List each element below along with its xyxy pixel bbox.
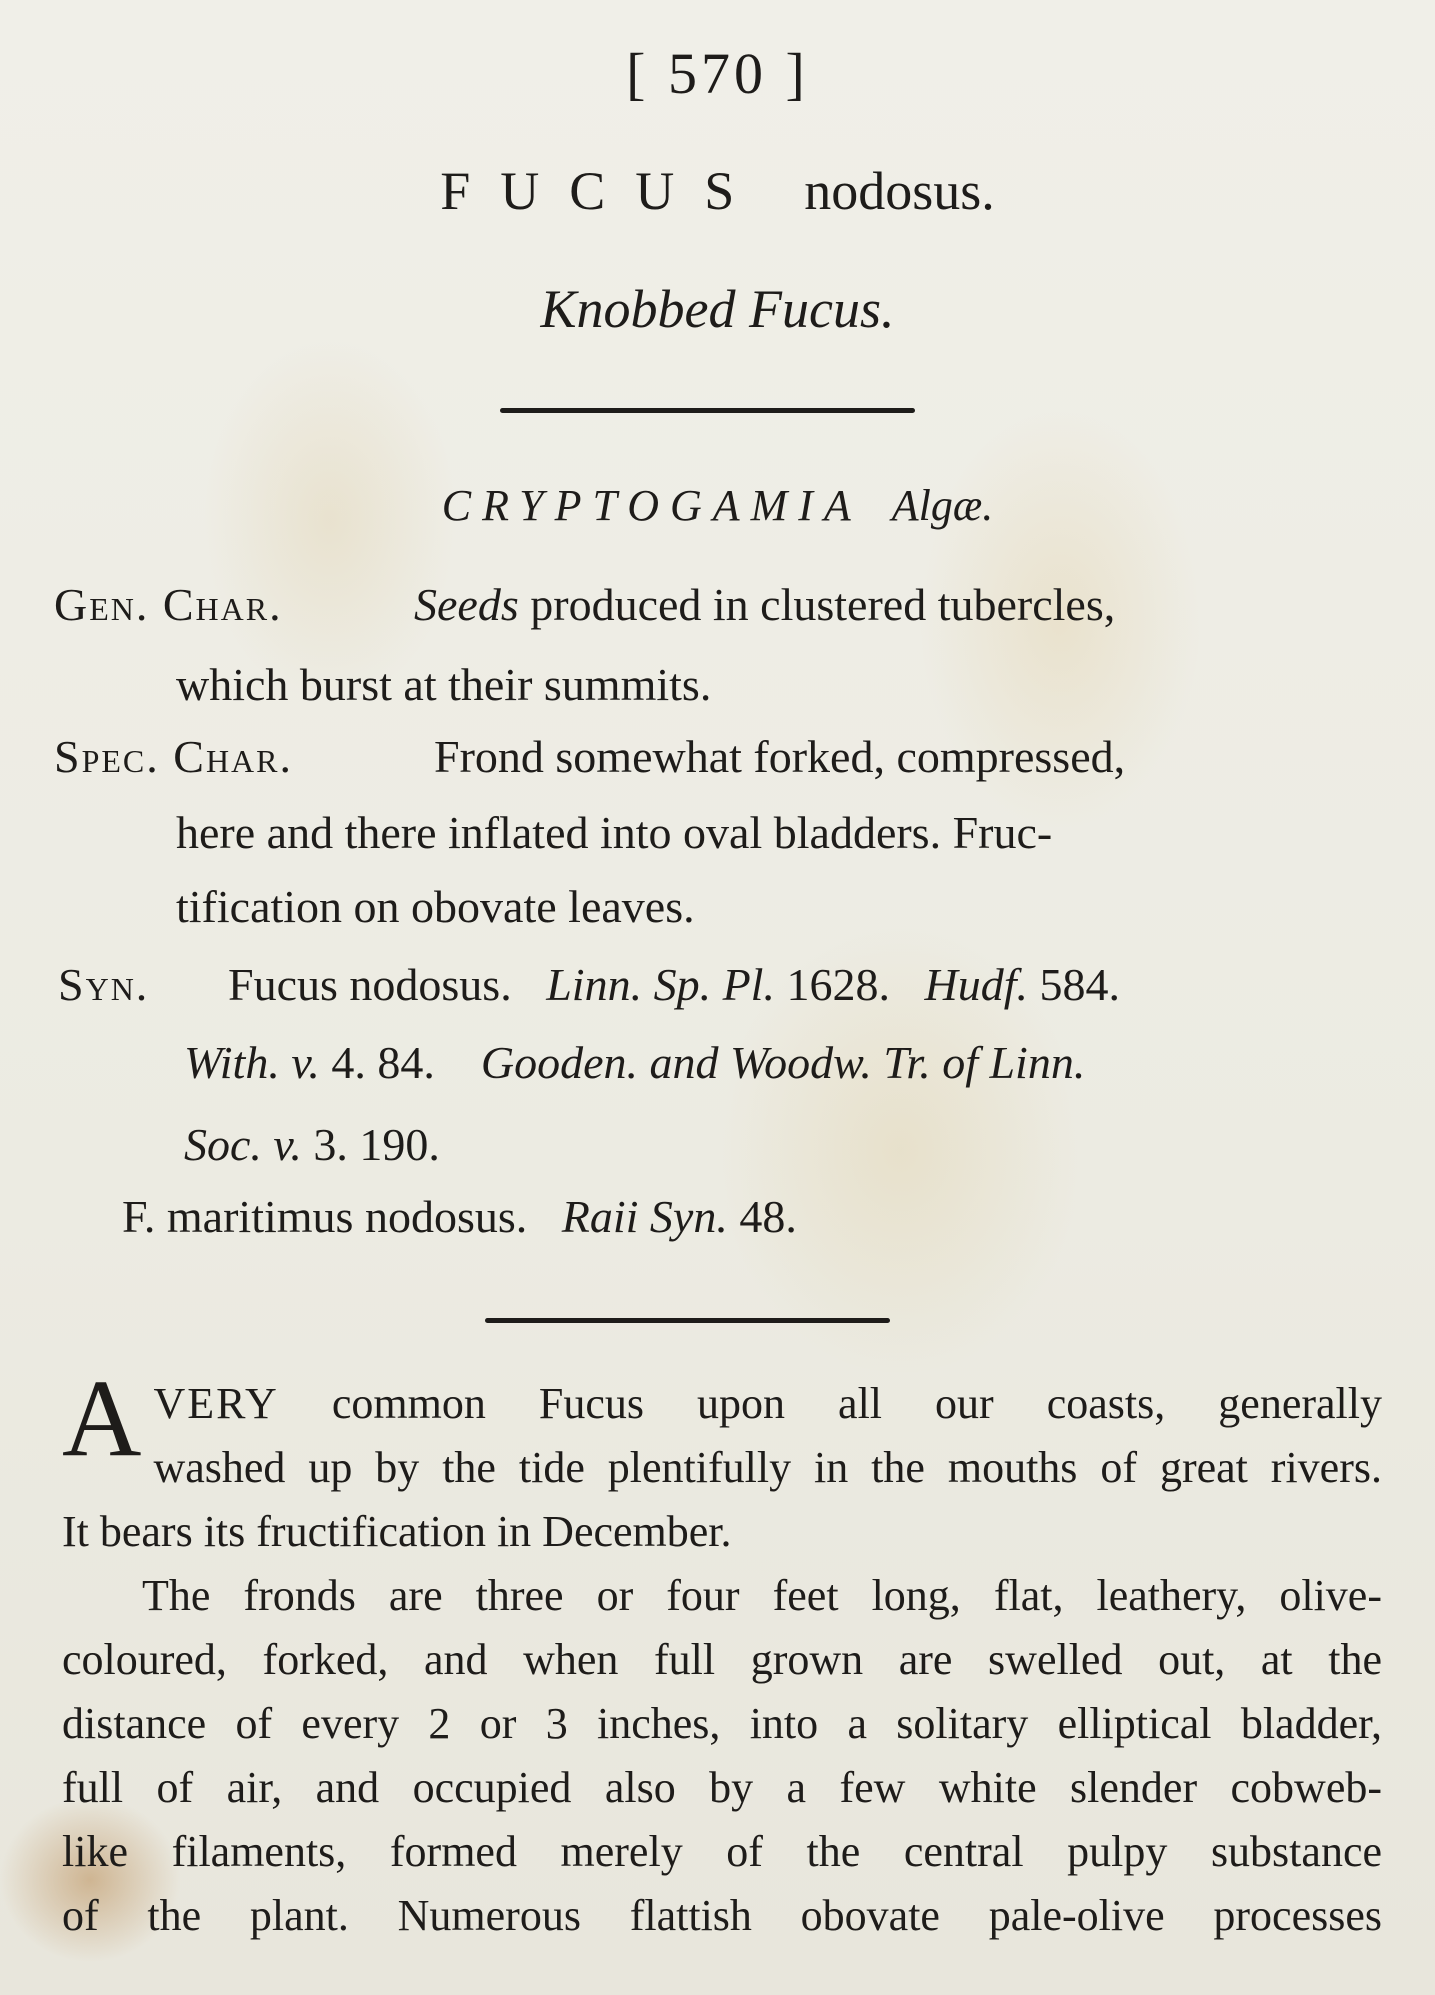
syn-label: Syn. bbox=[58, 959, 150, 1010]
divider-rule-2 bbox=[485, 1318, 890, 1323]
paragraph-2-line-3: distance of every 2 or 3 inches, into a solitary elliptical bladder, bbox=[62, 1699, 1382, 1748]
first-word: VERY bbox=[153, 1379, 279, 1428]
syn-line-4 bbox=[122, 1190, 797, 1243]
syn-ref-ray-num: 48. bbox=[739, 1191, 797, 1242]
paragraph-2-line-4: full of air, and occupied also by a few white slender cobweb- bbox=[62, 1763, 1382, 1812]
syn-line-3 bbox=[184, 1118, 440, 1171]
class-name: CRYPTOGAMIA bbox=[441, 481, 862, 530]
genus-name: FUCUS bbox=[440, 161, 765, 221]
syn-ref-withering: With. v. bbox=[184, 1037, 320, 1088]
syn-ref-hudson: Hudf. bbox=[924, 959, 1028, 1010]
spec-char-line-2: here and there inflated into oval bladders. Fruc- bbox=[176, 807, 1053, 858]
order-name: Algæ. bbox=[891, 481, 994, 530]
syn-line-1 bbox=[58, 958, 1120, 1011]
syn-ref-goodenough: Gooden. and Woodw. Tr. of Linn. bbox=[480, 1037, 1086, 1088]
spec-char-label: Spec. Char. bbox=[54, 731, 294, 782]
gen-char-label: Gen. Char. bbox=[54, 579, 283, 630]
species-name: nodosus. bbox=[804, 161, 995, 221]
paragraph-2-line-5: like filaments, formed merely of the central pulpy substance bbox=[62, 1827, 1382, 1876]
syn-ref-withering-num: 4. 84. bbox=[331, 1037, 435, 1088]
paragraph-1-line-2: washed up by the tide plentifully in the mouths of great rivers. bbox=[153, 1443, 1382, 1492]
syn-name-1: Fucus nodosus. bbox=[228, 959, 512, 1010]
spec-char-line-1 bbox=[54, 730, 1125, 783]
drop-cap: A bbox=[62, 1357, 142, 1479]
gen-char-line-2: which burst at their summits. bbox=[176, 659, 712, 710]
paragraph-1-line-3: It bears its fructification in December. bbox=[62, 1507, 732, 1556]
syn-ref-society-num: 3. 190. bbox=[313, 1119, 440, 1170]
syn-ref-ray: Raii Syn. bbox=[561, 1191, 728, 1242]
spec-char-text-1: Frond somewhat forked, compressed, bbox=[434, 731, 1126, 782]
page-number: [ 570 ] bbox=[626, 41, 809, 106]
syn-ref-linnaeus-num: 1628. bbox=[786, 959, 890, 1010]
syn-line-2 bbox=[184, 1036, 1085, 1089]
gen-char-line-1 bbox=[54, 578, 1115, 631]
gen-char-lead: Seeds bbox=[414, 579, 519, 630]
paragraph-1-text-1: common Fucus upon all our coasts, generally bbox=[278, 1379, 1382, 1428]
syn-name-2: F. maritimus nodosus. bbox=[122, 1191, 528, 1242]
species-title bbox=[0, 160, 1435, 222]
common-name: Knobbed Fucus. bbox=[540, 279, 895, 339]
paragraph-2-line-2: coloured, forked, and when full grown are swelled out, at the bbox=[62, 1635, 1382, 1684]
syn-ref-hudson-num: 584. bbox=[1039, 959, 1120, 1010]
syn-ref-society: Soc. v. bbox=[184, 1119, 302, 1170]
body-text bbox=[62, 1357, 1382, 1948]
paragraph-2-line-1: The fronds are three or four feet long, flat, leathery, olive- bbox=[142, 1571, 1382, 1620]
gen-char-text-1: produced in clustered tubercles, bbox=[518, 579, 1116, 630]
classification bbox=[0, 480, 1435, 531]
divider-rule bbox=[500, 408, 915, 413]
paragraph-2-line-6: of the plant. Numerous flattish obovate pale-olive processes bbox=[62, 1891, 1382, 1940]
spec-char-line-3: tification on obovate leaves. bbox=[176, 881, 695, 932]
syn-ref-linnaeus: Linn. Sp. Pl. bbox=[546, 959, 775, 1010]
